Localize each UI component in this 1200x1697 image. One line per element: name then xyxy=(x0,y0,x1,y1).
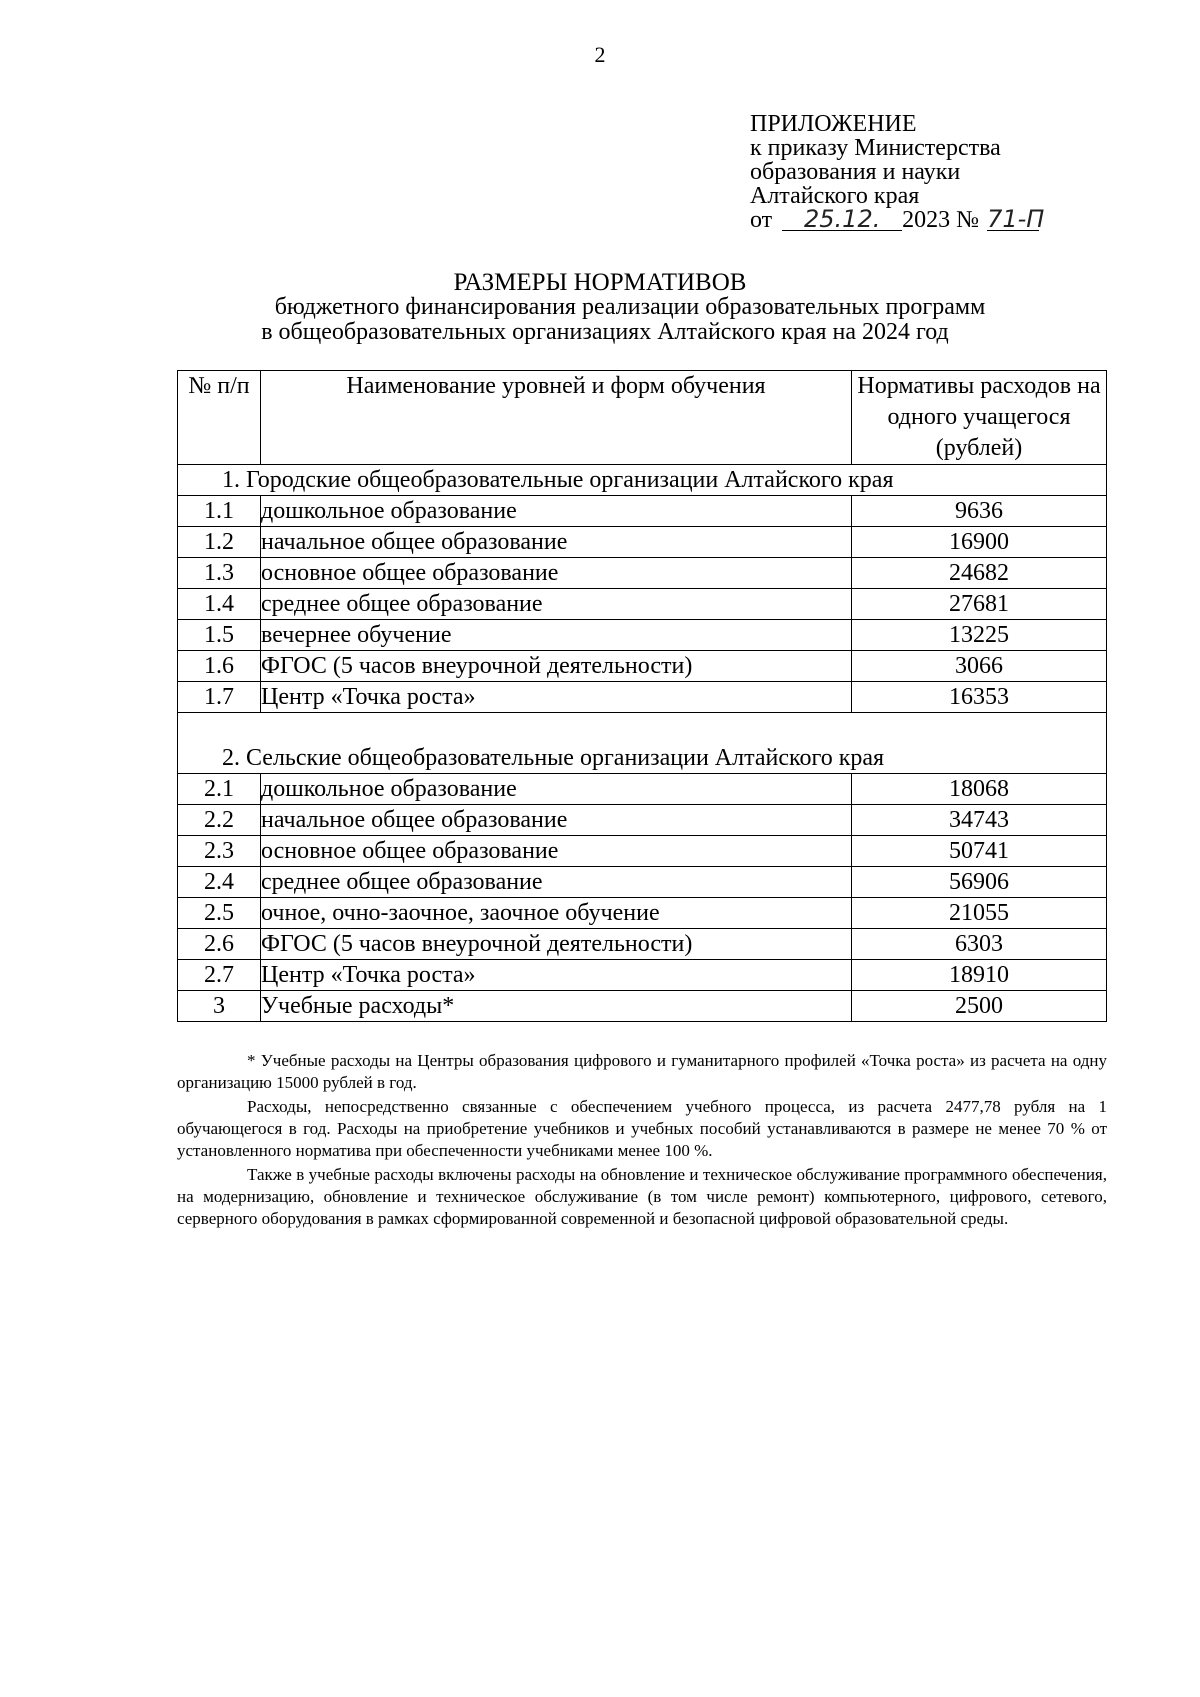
table-row xyxy=(178,960,1107,991)
table-row xyxy=(178,836,1107,867)
row-name: Центр «Точка роста» xyxy=(261,960,852,991)
order-year: 2023 xyxy=(902,207,951,233)
page-number: 2 xyxy=(594,42,606,67)
header-value: Нормативы расходов на одного учащегося (рублей) xyxy=(852,371,1107,465)
handwritten-date: 25.12. xyxy=(782,208,902,231)
row-number: 2.3 xyxy=(178,836,261,867)
row-value: 16900 xyxy=(852,527,1107,558)
row-value: 3066 xyxy=(852,651,1107,682)
annex-block xyxy=(750,111,1045,233)
row-name: основное общее образование xyxy=(261,558,852,589)
document-title: РАЗМЕРЫ НОРМАТИВОВ xyxy=(453,269,747,296)
row-value: 18910 xyxy=(852,960,1107,991)
row-name: начальное общее образование xyxy=(261,527,852,558)
table-row xyxy=(178,867,1107,898)
row-number: 1.1 xyxy=(178,496,261,527)
table-header-row xyxy=(178,371,1107,465)
table-row xyxy=(178,651,1107,682)
table-row xyxy=(178,774,1107,805)
row-value: 9636 xyxy=(852,496,1107,527)
table-row xyxy=(178,805,1107,836)
header-name: Наименование уровней и форм обучения xyxy=(261,371,852,465)
footnote-1: * Учебные расходы на Центры образования цифрового и гуманитарного профилей «Точка роста» из расчета на одну организацию 15000 рублей в год. xyxy=(177,1051,1107,1092)
row-value: 13225 xyxy=(852,620,1107,651)
footnote-3: Также в учебные расходы включены расходы на обновление и техническое обслуживание программного обеспечения, на модернизацию, обновление и техническое обслуживание (в том числе ремонт) компьютерного, цифрового, сетевого, серверного оборудования в рамках сформированной современной и безопасной цифровой образовательной среды. xyxy=(177,1165,1107,1228)
norms-table xyxy=(177,370,1107,1022)
table-row xyxy=(178,589,1107,620)
row-value: 16353 xyxy=(852,682,1107,713)
row-number: 2.2 xyxy=(178,805,261,836)
row-name: вечернее обучение xyxy=(261,620,852,651)
row-name: ФГОС (5 часов внеурочной деятельности) xyxy=(261,651,852,682)
annex-line-1: к приказу Министерства xyxy=(750,135,1001,161)
row-value: 24682 xyxy=(852,558,1107,589)
document-subtitle xyxy=(0,295,1200,345)
row-number: 1.7 xyxy=(178,682,261,713)
section-rural xyxy=(178,713,1107,774)
row-name: среднее общее образование xyxy=(261,589,852,620)
row-name: ФГОС (5 часов внеурочной деятельности) xyxy=(261,929,852,960)
row-name: среднее общее образование xyxy=(261,867,852,898)
row-number: 2.4 xyxy=(178,867,261,898)
table-row xyxy=(178,682,1107,713)
row-number: 1.6 xyxy=(178,651,261,682)
row-value: 6303 xyxy=(852,929,1107,960)
table-row xyxy=(178,898,1107,929)
row-name: Учебные расходы* xyxy=(261,991,852,1022)
annex-heading: ПРИЛОЖЕНИЕ xyxy=(750,111,917,137)
table-row xyxy=(178,620,1107,651)
table-row xyxy=(178,929,1107,960)
row-value: 2500 xyxy=(852,991,1107,1022)
row-value: 50741 xyxy=(852,836,1107,867)
row-value: 34743 xyxy=(852,805,1107,836)
table-row xyxy=(178,527,1107,558)
row-number: 1.2 xyxy=(178,527,261,558)
row-value: 56906 xyxy=(852,867,1107,898)
row-name: очное, очно-заочное, заочное обучение xyxy=(261,898,852,929)
row-value: 27681 xyxy=(852,589,1107,620)
row-number: 1.5 xyxy=(178,620,261,651)
row-value: 18068 xyxy=(852,774,1107,805)
subtitle-line-1: бюджетного финансирования реализации образовательных программ xyxy=(274,294,986,320)
header-num: № п/п xyxy=(178,371,261,465)
footnotes xyxy=(177,1050,1107,1232)
section-urban xyxy=(178,465,1107,496)
row-number: 1.3 xyxy=(178,558,261,589)
table-row xyxy=(178,558,1107,589)
row-number: 2.7 xyxy=(178,960,261,991)
row-number: 2.6 xyxy=(178,929,261,960)
subtitle-line-2: в общеобразовательных организациях Алтайского края на 2024 год xyxy=(261,319,949,345)
table-row xyxy=(178,991,1107,1022)
row-name: дошкольное образование xyxy=(261,774,852,805)
annex-line-3: Алтайского края xyxy=(750,183,920,209)
row-name: дошкольное образование xyxy=(261,496,852,527)
section-rural-label: 2. Сельские общеобразовательные организации Алтайского края xyxy=(178,713,1107,774)
number-sign: № xyxy=(956,207,980,233)
section-urban-label: 1. Городские общеобразовательные организации Алтайского края xyxy=(178,465,1107,496)
row-value: 21055 xyxy=(852,898,1107,929)
row-number: 2.1 xyxy=(178,774,261,805)
row-number: 1.4 xyxy=(178,589,261,620)
handwritten-order-number: 71-П xyxy=(987,205,1045,233)
table-row xyxy=(178,496,1107,527)
row-name: основное общее образование xyxy=(261,836,852,867)
annex-line-2: образования и науки xyxy=(750,159,961,185)
row-number: 3 xyxy=(178,991,261,1022)
row-name: Центр «Точка роста» xyxy=(261,682,852,713)
row-name: начальное общее образование xyxy=(261,805,852,836)
annex-date-line xyxy=(750,205,1045,233)
date-prefix: от xyxy=(750,207,773,233)
row-number: 2.5 xyxy=(178,898,261,929)
footnote-2: Расходы, непосредственно связанные с обеспечением учебного процесса, из расчета 2477,78 рубля на 1 обучающегося в год. Расходы на приобретение учебников и учебных пособий устанавливаются в размере не менее 70 % от установленного норматива при обеспеченности учебниками менее 100 %. xyxy=(177,1097,1107,1160)
